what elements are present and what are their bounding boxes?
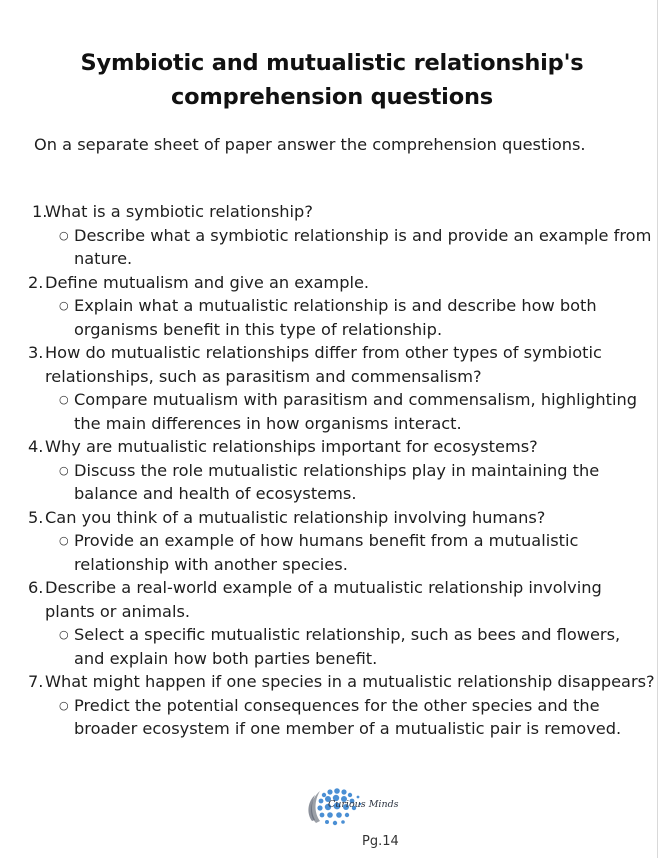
- question-number: 2.: [28, 272, 44, 292]
- question-item: [0, 200, 664, 271]
- question-number: 3.: [28, 343, 44, 362]
- question-text: Define mutualism and give an example.: [45, 272, 370, 292]
- bullet-circle-icon: ○: [59, 463, 69, 477]
- question-subpoint: [45, 459, 656, 506]
- question-item: [0, 435, 664, 506]
- question-text: Can you think of a mutualistic relationship involving humans?: [45, 507, 546, 527]
- instructions-text: On a separate sheet of paper answer the comprehension questions.: [34, 135, 586, 154]
- question-item: [0, 670, 664, 741]
- subpoint-text: Provide an example of how humans benefit from a mutualistic relationship with another species.: [74, 531, 579, 574]
- page-number: Pg.14: [362, 834, 399, 849]
- question-text: Why are mutualistic relationships important for ecosystems?: [45, 437, 538, 456]
- subpoint-text: Compare mutualism with parasitism and commensalism, highlighting the main differences in how organisms interact.: [74, 390, 638, 433]
- question-text: How do mutualistic relationships differ from other types of symbiotic relationships, such as parasitism and commensalism?: [45, 343, 602, 386]
- subpoint-text: Describe what a symbiotic relationship is and provide an example from nature.: [74, 225, 652, 268]
- question-number: 6.: [28, 578, 44, 597]
- bullet-circle-icon: ○: [59, 228, 69, 242]
- bullet-circle-icon: ○: [59, 393, 69, 406]
- bullet-circle-icon: ○: [59, 299, 69, 312]
- question-number: 7.: [28, 672, 44, 691]
- question-subpoint: [45, 294, 656, 341]
- page-title: Symbiotic and mutualistic relationship's comprehension questions: [80, 50, 584, 110]
- question-list: [0, 200, 664, 741]
- question-subpoint: [45, 388, 656, 435]
- subpoint-text: Select a specific mutualistic relationship, such as bees and flowers, and explain how both parties benefit.: [74, 625, 621, 668]
- bullet-circle-icon: ○: [59, 628, 69, 641]
- question-subpoint: [45, 224, 656, 271]
- question-number: 1.: [32, 202, 48, 221]
- question-item: [0, 506, 664, 577]
- bullet-circle-icon: ○: [59, 698, 69, 712]
- bullet-circle-icon: ○: [59, 534, 69, 547]
- question-text: What might happen if one species in a mutualistic relationship disappears?: [45, 672, 655, 691]
- curious-minds-logo: [302, 785, 399, 831]
- question-number: 5.: [28, 507, 44, 527]
- question-subpoint: [45, 529, 656, 576]
- question-item: [0, 341, 664, 435]
- subpoint-text: Predict the potential consequences for the other species and the broader ecosystem if one member of a mutualistic pair is removed.: [74, 695, 622, 738]
- subpoint-text: Discuss the role mutualistic relationships play in maintaining the balance and health of ecosystems.: [74, 460, 600, 503]
- question-text: Describe a real-world example of a mutualistic relationship involving plants or animals.: [45, 578, 602, 621]
- question-subpoint: [45, 694, 656, 741]
- question-item: [0, 271, 664, 342]
- question-subpoint: [45, 623, 656, 670]
- question-number: 4.: [28, 437, 44, 456]
- subpoint-text: Explain what a mutualistic relationship is and describe how both organisms benefit in this type of relationship.: [74, 296, 597, 339]
- logo-script-text: Curious Minds: [328, 799, 399, 810]
- question-text: What is a symbiotic relationship?: [45, 202, 313, 221]
- question-item: [0, 576, 664, 670]
